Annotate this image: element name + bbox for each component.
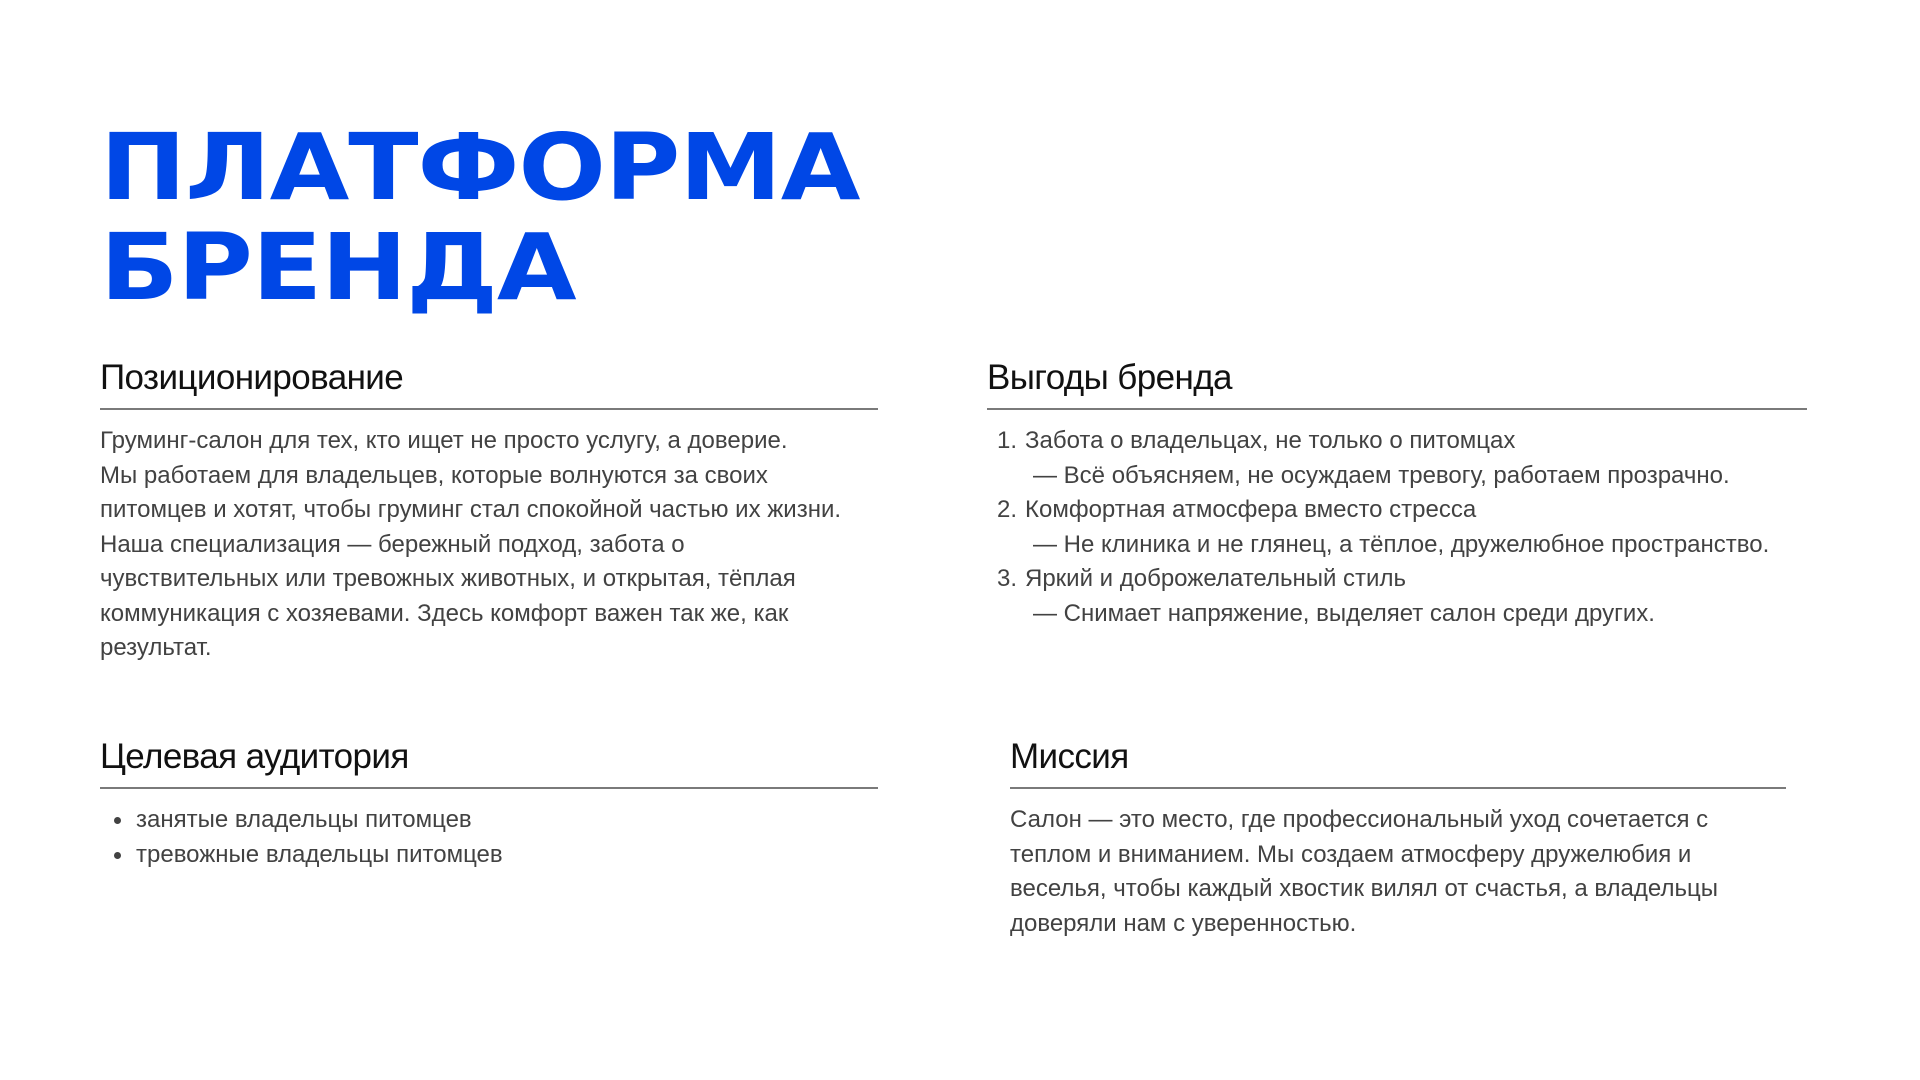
- positioning-line: результат.: [100, 634, 212, 661]
- benefit-title-row: [987, 493, 1807, 528]
- mission-divider: [1010, 787, 1786, 789]
- bullet-icon: [114, 852, 121, 859]
- positioning-text: [100, 424, 878, 666]
- audience-list: [100, 803, 878, 872]
- bullet-icon: [114, 817, 121, 824]
- positioning-line: Груминг-салон для тех, кто ищет не просто услугу, а доверие.: [100, 427, 788, 454]
- benefit-title: Забота о владельцах, не только о питомцах: [1025, 427, 1516, 454]
- positioning-line: коммуникация с хозяевами. Здесь комфорт важен так же, как: [100, 599, 789, 627]
- benefit-title: Комфортная атмосфера вместо стресса: [1025, 496, 1477, 523]
- mission-line: теплом и вниманием. Мы создаем атмосферу дружелюбия и: [1010, 840, 1692, 868]
- benefit-title: Яркий и доброжелательный стиль: [1025, 565, 1406, 592]
- mission-section: [1010, 735, 1786, 941]
- benefit-description: — Всё объясняем, не осуждаем тревогу, работаем прозрачно.: [1033, 461, 1730, 489]
- audience-divider: [100, 787, 878, 789]
- benefit-item: [987, 424, 1807, 493]
- mission-line: Салон — это место, где профессиональный уход сочетается с: [1010, 806, 1709, 833]
- benefit-title-row: [987, 562, 1807, 597]
- mission-heading: Миссия: [1010, 737, 1129, 776]
- page-title-line-1: ПЛАТФОРМА: [100, 114, 860, 221]
- positioning-divider: [100, 408, 878, 410]
- benefits-divider: [987, 408, 1807, 410]
- positioning-line: питомцев и хотят, чтобы груминг стал спокойной частью их жизни.: [100, 496, 842, 523]
- benefit-title-row: [987, 424, 1807, 459]
- positioning-line: Мы работаем для владельцев, которые волнуются за своих: [100, 461, 768, 489]
- benefit-number: 2.: [997, 496, 1018, 523]
- benefit-item: [987, 493, 1807, 562]
- positioning-section: [100, 356, 878, 666]
- positioning-heading: Позиционирование: [100, 358, 404, 397]
- audience-item-text: занятые владельцы питомцев: [136, 806, 472, 833]
- benefits-heading: Выгоды бренда: [987, 358, 1232, 397]
- audience-heading: Целевая аудитория: [100, 737, 409, 776]
- page-title-line-2: БРЕНДА: [100, 214, 576, 321]
- audience-item-text: тревожные владельцы питомцев: [136, 840, 503, 868]
- positioning-line: чувствительных или тревожных животных, и открытая, тёплая: [100, 565, 796, 592]
- benefit-description: — Снимает напряжение, выделяет салон среди других.: [1033, 599, 1655, 627]
- positioning-line: Наша специализация — бережный подход, забота о: [100, 530, 685, 558]
- mission-line: доверяли нам с уверенностью.: [1010, 909, 1357, 937]
- mission-text: [1010, 803, 1786, 941]
- benefits-section: [987, 356, 1807, 631]
- benefit-item: [987, 562, 1807, 631]
- benefit-number: 3.: [997, 565, 1018, 592]
- page-title: [100, 114, 860, 321]
- benefits-list: [987, 424, 1807, 631]
- benefit-description: — Не клиника и не глянец, а тёплое, дружелюбное пространство.: [1033, 530, 1770, 558]
- audience-section: [100, 735, 878, 872]
- mission-line: веселья, чтобы каждый хвостик вилял от счастья, а владельцы: [1010, 875, 1718, 902]
- audience-item: [114, 838, 878, 873]
- benefit-number: 1.: [997, 427, 1018, 454]
- audience-item: [114, 803, 878, 838]
